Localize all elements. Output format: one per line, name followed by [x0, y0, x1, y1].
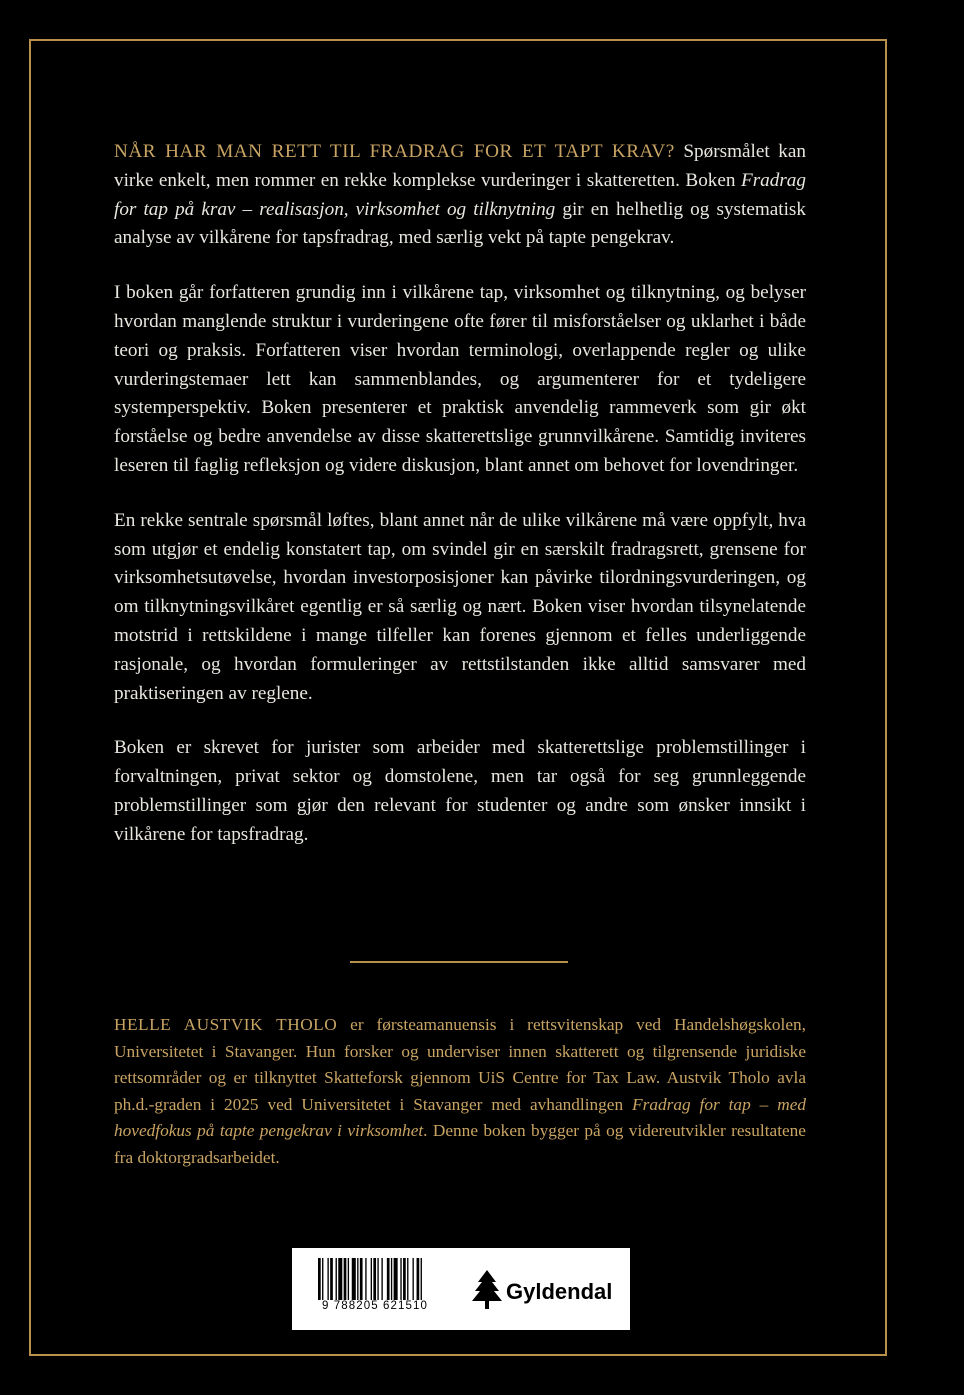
- barcode-bar: [381, 1258, 382, 1300]
- author-bio: [114, 1012, 806, 1172]
- barcode-bar: [394, 1258, 398, 1300]
- barcode-bar: [360, 1258, 363, 1300]
- barcode-bar: [400, 1258, 401, 1300]
- barcode-bar: [373, 1258, 376, 1300]
- isbn-digits: 9 788205 621510: [322, 1300, 429, 1312]
- author-name: HELLE AUSTVIK THOLO: [114, 1015, 338, 1034]
- blurb-paragraph-2: I boken går forfatteren grundig inn i vilkårene tap, virksomhet og tilknytning, og belyser hvordan manglende struktur i vurderingene ofte fører til misforståelser og uklarhet i både teori og praksis. Forfatteren viser hvordan terminologi, overlappende regler og ulike vurderingstemaer lett kan sammenblandes, og argumenterer for et tydeligere systemperspektiv. Boken presenterer et praktisk anvendelig rammeverk som gir økt forståelse og bedre anvendelse av disse skatterettslige grunnvilkårene. Samtidig inviteres leseren til faglig refleksjon og videre diskusjon, blant annet om behovet for lovendringer.: [114, 282, 806, 476]
- isbn-barcode: [318, 1258, 458, 1300]
- blurb-text: Spørsmålet kan virke enkelt, men rommer en rekke komplekse vurderinger i skatteretten. Boken: [114, 141, 806, 191]
- thesis-title: Fradrag for tap – med hovedfokus på tapte pengekrav i virksomhet: [114, 1094, 806, 1141]
- barcode-bar: [318, 1258, 321, 1300]
- barcode-bar: [417, 1258, 420, 1300]
- barcode-bar: [371, 1258, 372, 1300]
- author-bio-text: er førsteamanuensis i rettsvitenskap ved Handelshøgskolen, Universitetet i Stavanger. Hun forsker og underviser innen skatterett og tilgrensende juridiske rettsområder og er tilknyttet Skatteforsk gjennom UiS Centre for Tax Law. Austvik Tholo avla ph.d.-graden i 2025 ved Universitetet i Stavanger med avhandlingen: [114, 1015, 806, 1114]
- barcode-bar: [365, 1258, 366, 1300]
- barcode-bar: [403, 1258, 406, 1300]
- barcode-bar: [336, 1258, 337, 1300]
- barcode-bar: [338, 1258, 342, 1300]
- barcode-bar: [322, 1258, 323, 1300]
- author-bio-text: . Denne boken bygger på og videreutvikler resultatene fra doktorgradsarbeidet.: [114, 1121, 806, 1167]
- barcode-bar: [387, 1258, 390, 1300]
- barcode-bar: [407, 1258, 408, 1300]
- barcode-bar: [413, 1258, 414, 1300]
- back-cover-blurb: [114, 138, 806, 876]
- blurb-lead-question: NÅR HAR MAN RETT TIL FRADRAG FOR ET TAPT KRAV?: [114, 141, 675, 162]
- blurb-paragraph-4: Boken er skrevet for jurister som arbeider med skatterettslige problemstillinger i forvaltningen, privat sektor og domstolene, men tar også for seg grunnleggende problemstillinger som gjør den relevant for studenter og andre som ønsker innsikt i vilkårene for tapsfradrag.: [114, 737, 806, 845]
- barcode-bar: [352, 1258, 356, 1300]
- section-divider: [350, 961, 568, 963]
- book-title: Fradrag for tap på krav – realisasjon, virksomhet og tilknytning: [114, 169, 806, 220]
- barcode-bar: [344, 1258, 347, 1300]
- barcode-bar: [348, 1258, 349, 1300]
- barcode-bar: [391, 1258, 392, 1300]
- tree-icon: [472, 1270, 502, 1310]
- barcode-bar: [377, 1258, 378, 1300]
- barcode-bar: [421, 1258, 422, 1300]
- barcode-panel: [292, 1248, 630, 1330]
- publisher-name: Gyldendal: [506, 1279, 613, 1304]
- barcode-bar: [327, 1258, 328, 1300]
- blurb-text: gir en helhetlig og systematisk analyse av vilkårene for tapsfradrag, med særlig vekt på tapte pengekrav.: [114, 198, 806, 249]
- blurb-paragraph-3: En rekke sentrale spørsmål løftes, blant annet når de ulike vilkårene må være oppfylt, hva som utgjør et endelig konstatert tap, om svindel gir en særskilt fradragsrett, grensene for virksomhetsutøvelse, hvordan investorposisjoner kan påvirke tilordningsvurderingen, og om tilknytningsvilkåret egentlig er så særlig og nært. Boken viser hvordan tilsynelatende motstrid i rettskildene i mange tilfeller kan forenes gjennom et felles underliggende rasjonale, og hvordan formuleringer av rettstilstanden ikke alltid samsvarer med praktiseringen av reglene.: [114, 509, 806, 704]
- barcode-bar: [357, 1258, 358, 1300]
- blurb-paragraph-1: [114, 138, 806, 253]
- barcode-bar: [330, 1258, 333, 1300]
